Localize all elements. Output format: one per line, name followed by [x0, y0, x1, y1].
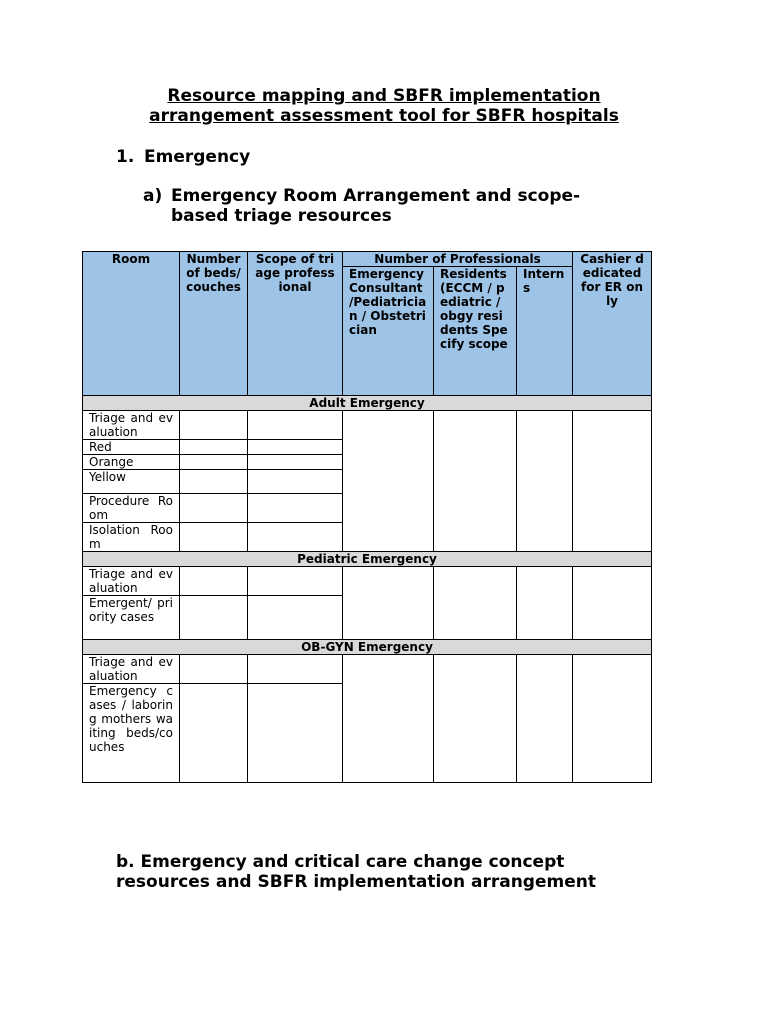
cell-scope[interactable] — [248, 411, 343, 440]
section-adult-emergency: Adult Emergency — [83, 396, 652, 411]
cell-consultant[interactable] — [343, 567, 434, 640]
subsection-b-line2: resources and SBFR implementation arrangement — [116, 872, 596, 892]
cell-scope[interactable] — [248, 596, 343, 640]
header-room: Room — [83, 252, 180, 396]
resource-table — [82, 251, 652, 783]
section-pediatric-emergency: Pediatric Emergency — [83, 552, 652, 567]
cell-cashier[interactable] — [573, 411, 652, 552]
cell-beds[interactable] — [180, 411, 248, 440]
cell-residents[interactable] — [434, 567, 517, 640]
cell-scope[interactable] — [248, 494, 343, 523]
subsection-a-line1: Emergency Room Arrangement and scope- — [171, 186, 581, 206]
document-title-line2: arrangement assessment tool for SBFR hospitals — [149, 106, 619, 126]
table-row-label: Triage and evaluation — [83, 411, 180, 440]
table-row-label: Red — [83, 440, 180, 455]
cell-beds[interactable] — [180, 455, 248, 470]
cell-scope[interactable] — [248, 470, 343, 494]
subsection-heading-b — [116, 852, 656, 892]
table-row-label: Yellow — [83, 470, 180, 494]
cell-scope[interactable] — [248, 523, 343, 552]
header-beds: Number of beds/ couches — [180, 252, 248, 396]
table-row-label: Triage and evaluation — [83, 567, 180, 596]
header-residents: Residents (ECCM / pediatric / obgy residents Specify scope — [434, 267, 517, 396]
cell-interns[interactable] — [517, 567, 573, 640]
cell-beds[interactable] — [180, 440, 248, 455]
cell-beds[interactable] — [180, 596, 248, 640]
cell-scope[interactable] — [248, 567, 343, 596]
document-title-line1: Resource mapping and SBFR implementation — [167, 86, 601, 106]
cell-beds[interactable] — [180, 470, 248, 494]
cell-beds[interactable] — [180, 655, 248, 684]
cell-beds[interactable] — [180, 684, 248, 783]
cell-beds[interactable] — [180, 567, 248, 596]
table-row-label: Triage and evaluation — [83, 655, 180, 684]
subsection-b-line1: b. Emergency and critical care change concept — [116, 852, 565, 872]
cell-residents[interactable] — [434, 655, 517, 783]
cell-scope[interactable] — [248, 455, 343, 470]
cell-consultant[interactable] — [343, 655, 434, 783]
cell-interns[interactable] — [517, 411, 573, 552]
cell-scope[interactable] — [248, 655, 343, 684]
header-professionals: Number of Professionals — [343, 252, 573, 267]
section-heading-emergency — [116, 147, 250, 167]
subsection-a-line2: based triage resources — [171, 206, 392, 226]
cell-scope[interactable] — [248, 440, 343, 455]
section-label: Emergency — [144, 147, 251, 167]
table-row-label: Emergency cases / laboring mothers waiting beds/couches — [83, 684, 180, 783]
cell-consultant[interactable] — [343, 411, 434, 552]
cell-cashier[interactable] — [573, 655, 652, 783]
cell-scope[interactable] — [248, 684, 343, 783]
cell-cashier[interactable] — [573, 567, 652, 640]
section-number: 1. — [116, 147, 135, 167]
cell-beds[interactable] — [180, 494, 248, 523]
header-cashier: Cashier dedicated for ER only — [573, 252, 652, 396]
table-row-label: Orange — [83, 455, 180, 470]
cell-beds[interactable] — [180, 523, 248, 552]
header-consultant: Emergency Consultant /Pediatrician / Obstetrician — [343, 267, 434, 396]
subsection-heading-a — [143, 186, 623, 226]
header-interns: Interns — [517, 267, 573, 396]
subsection-letter: a) — [143, 186, 163, 206]
cell-interns[interactable] — [517, 655, 573, 783]
table-row-label: Procedure Room — [83, 494, 180, 523]
document-title — [0, 86, 768, 126]
section-obgyn-emergency: OB-GYN Emergency — [83, 640, 652, 655]
table-row-label: Isolation Room — [83, 523, 180, 552]
cell-residents[interactable] — [434, 411, 517, 552]
table-row-label: Emergent/ priority cases — [83, 596, 180, 640]
header-scope: Scope of triage professional — [248, 252, 343, 396]
